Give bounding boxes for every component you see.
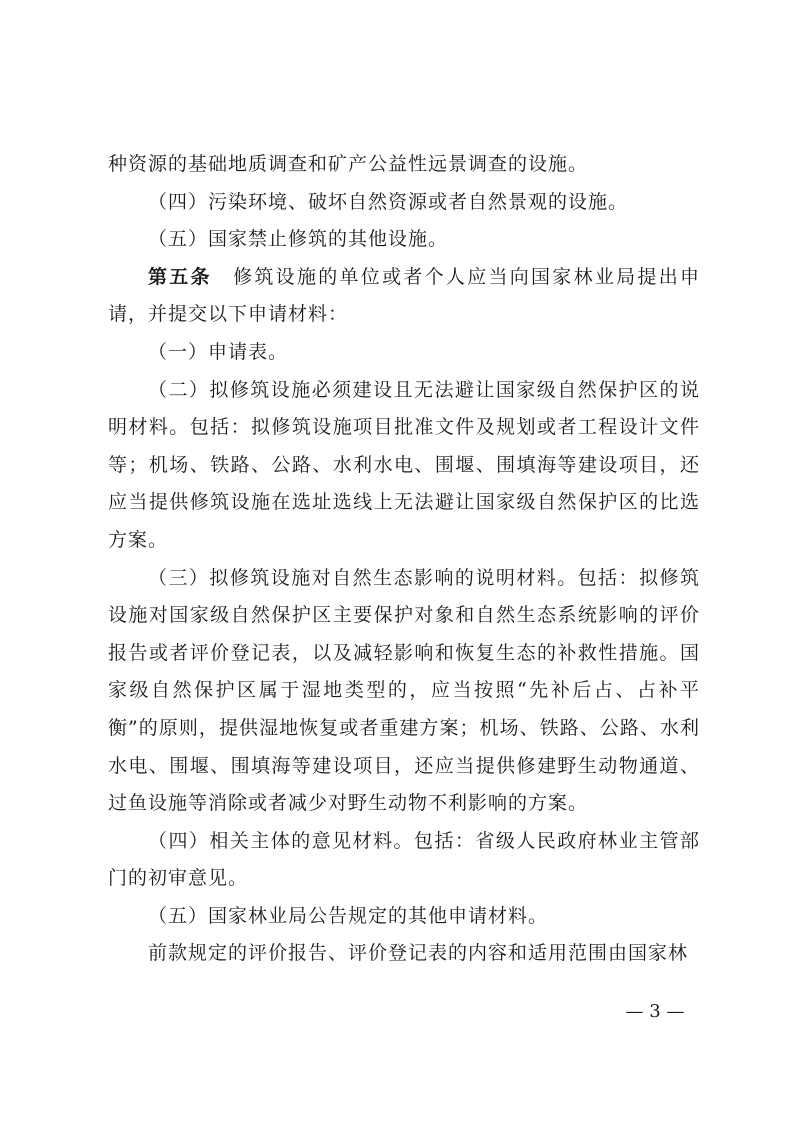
- paragraph-item-5: （五）国家禁止修筑的其他设施。: [148, 228, 449, 251]
- page-number: — 3 —: [625, 1001, 685, 1022]
- paragraph-item-4: （四）污染环境、破坏自然资源或者自然景观的设施。: [148, 190, 629, 213]
- paragraph-material-5: （五）国家林业局公告规定的其他申请材料。: [148, 904, 549, 927]
- article-5-paragraph: [108, 259, 700, 334]
- paragraph-continuation: 种资源的基础地质调查和矿产公益性远景调查的设施。: [108, 153, 589, 175]
- document-body: [108, 146, 700, 973]
- paragraph-material-3: （三）拟修筑设施对自然生态影响的说明材料。包括：拟修筑设施对国家级自然保护区主要保护对象和自然生态系统影响的评价报告或者评价登记表，以及减轻影响和恢复生态的补救性措施。国家级自然保护区属于湿地类型的，应当按照“先补后占、占补平衡”的原则，提供湿地恢复或者重建方案；机场、铁路、公路、水利水电、围堰、围填海等建设项目，还应当提供修建野生动物通道、过鱼设施等消除或者减少对野生动物不利影响的方案。: [108, 566, 700, 815]
- paragraph-material-4: （四）相关主体的意见材料。包括：省级人民政府林业主管部门的初审意见。: [108, 829, 700, 890]
- paragraph-material-2: （二）拟修筑设施必须建设且无法避让国家级自然保护区的说明材料。包括：拟修筑设施项目批准文件及规划或者工程设计文件等；机场、铁路、公路、水利水电、围堰、围填海等建设项目，还应当提供修筑设施在选址选线上无法避让国家级自然保护区的比选方案。: [108, 378, 700, 551]
- paragraph-closing: 前款规定的评价报告、评价登记表的内容和适用范围由国家林: [148, 942, 689, 965]
- paragraph-material-1: （一）申请表。: [148, 340, 289, 363]
- article-text: 修筑设施的单位或者个人应当向国家林业局提出申请，并提交以下申请材料：: [108, 265, 700, 326]
- article-heading: 第五条: [148, 265, 212, 288]
